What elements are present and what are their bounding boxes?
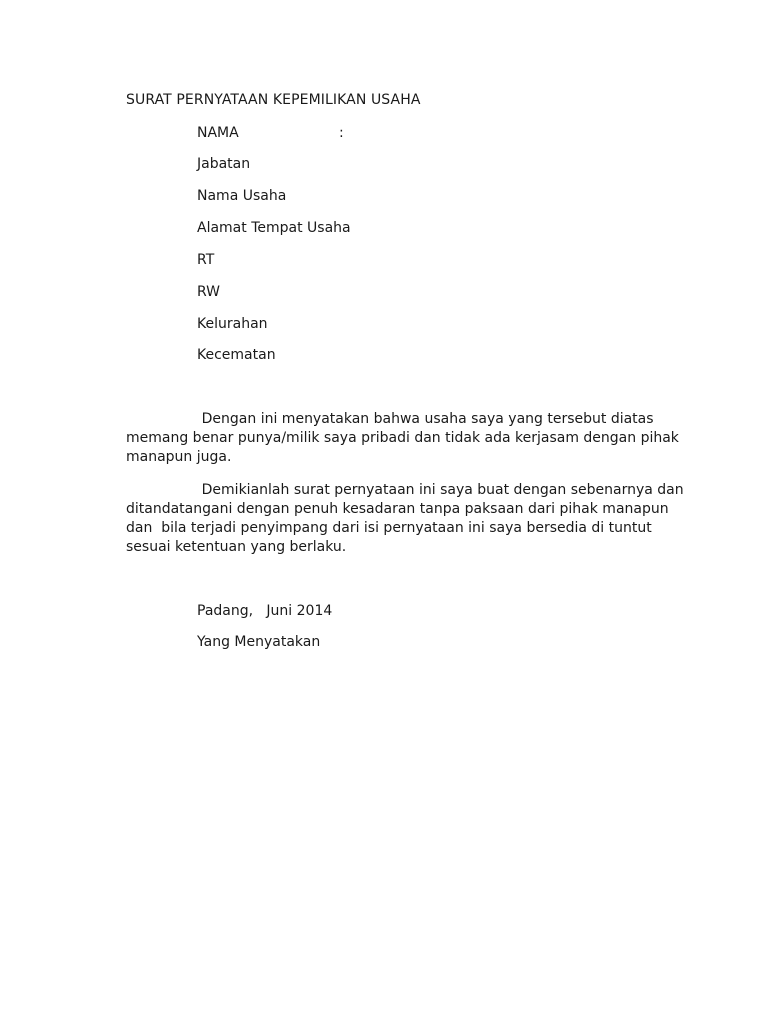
field-nama-colon: : <box>339 125 344 141</box>
field-nama-usaha: Nama Usaha <box>197 188 287 204</box>
closing-paragraph: Demikianlah surat pernyataan ini saya buat dengan sebenarnya dan ditandatangani dengan penuh kesadaran tanpa paksaan dari pihak manapun dan bila terjadi penyimpang dari isi pernyataan ini saya bersedia di tuntut sesuai ketentuan yang berlaku. <box>126 482 684 555</box>
field-kelurahan: Kelurahan <box>197 316 268 332</box>
field-jabatan: Jabatan <box>197 156 251 172</box>
field-rt: RT <box>197 252 215 268</box>
field-nama: NAMA <box>197 125 239 141</box>
statement-paragraph: Dengan ini menyatakan bahwa usaha saya yang tersebut diatas memang benar punya/milik saya pribadi dan tidak ada kerjasam dengan pihak manapun juga. <box>126 411 679 465</box>
field-alamat-tempat-usaha: Alamat Tempat Usaha <box>197 220 351 236</box>
document-title: SURAT PERNYATAAN KEPEMILIKAN USAHA <box>126 92 421 108</box>
place-date: Padang, Juni 2014 <box>197 603 333 619</box>
field-rw: RW <box>197 284 221 300</box>
signatory-label: Yang Menyatakan <box>197 634 321 650</box>
field-kecematan: Kecematan <box>197 347 276 363</box>
